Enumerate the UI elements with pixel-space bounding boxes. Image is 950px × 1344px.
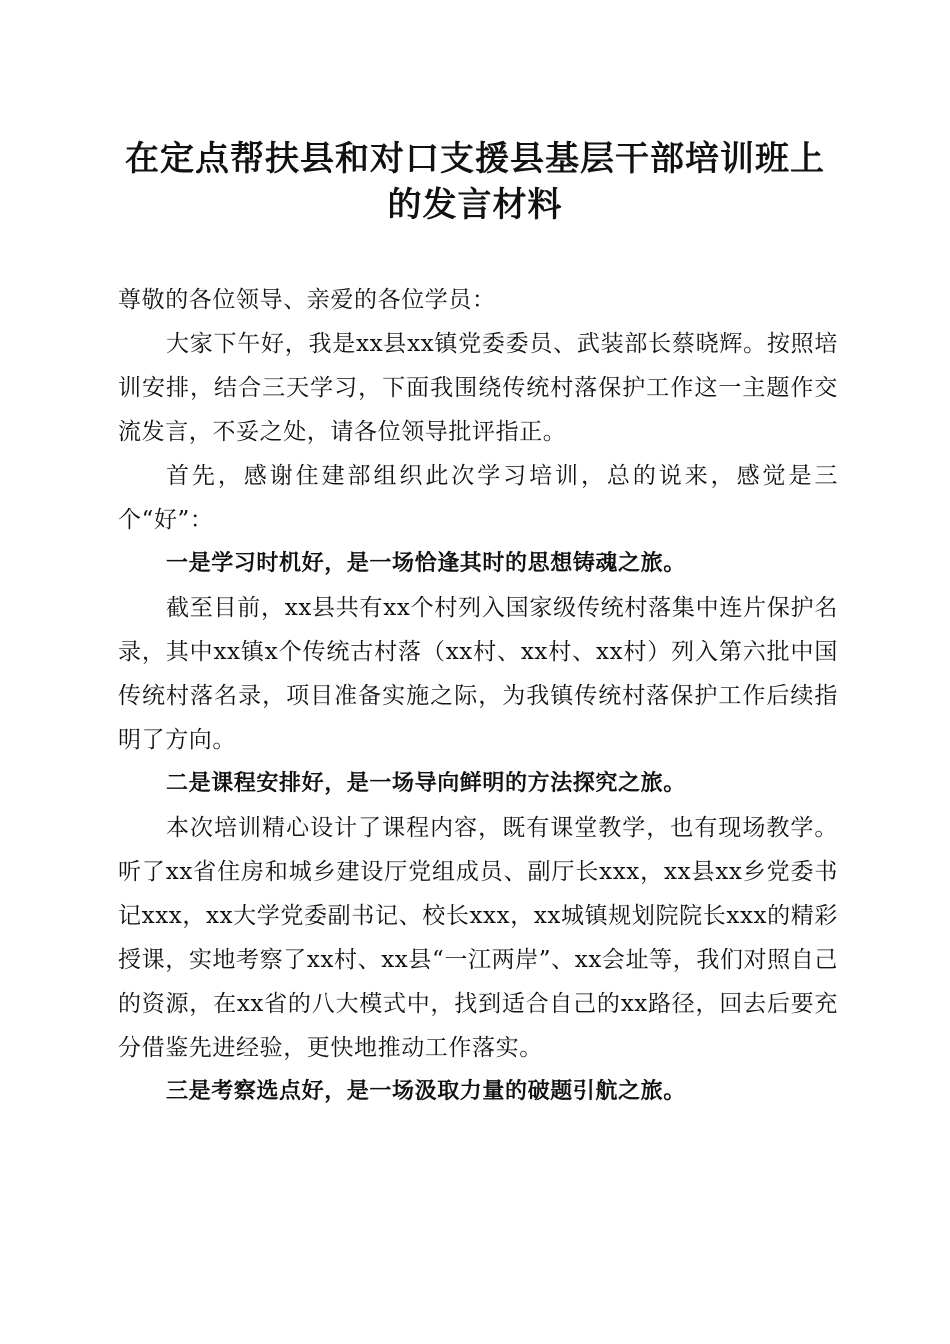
title-line-2: 的发言材料 xyxy=(387,185,563,225)
paragraph-greeting: 大家下午好，我是xx县xx镇党委委员、武装部长蔡晓辉。按照培训安排，结合三天学习，下面我围绕传统村落保护工作这一主题作交流发言，不妥之处，请各位领导批评指正。 xyxy=(118,331,838,445)
paragraph-point-1: 截至目前，xx县共有xx个村列入国家级传统村落集中连片保护名录，其中xx镇x个传统古村落（xx村、xx村、xx村）列入第六批中国传统村落名录，项目准备实施之际，为我镇传统村落保护工作后续指明了方向。 xyxy=(118,595,838,753)
title-line-1: 在定点帮扶县和对口支援县基层干部培训班上 xyxy=(125,139,825,179)
heading-point-2: 二是课程安排好，是一场导向鲜明的方法探究之旅。 xyxy=(166,771,686,796)
document-title xyxy=(110,136,840,228)
heading-point-3: 三是考察选点好，是一场汲取力量的破题引航之旅。 xyxy=(166,1079,686,1104)
heading-point-1: 一是学习时机好，是一场恰逢其时的思想铸魂之旅。 xyxy=(166,551,686,576)
paragraph-point-2: 本次培训精心设计了课程内容，既有课堂教学，也有现场教学。听了xx省住房和城乡建设厅党组成员、副厅长xxx，xx县xx乡党委书记xxx，xx大学党委副书记、校长xxx，xx城镇规划院院长xxx的精彩授课，实地考察了xx村、xx县“一江两岸”、xx会址等，我们对照自己的资源，在xx省的八大模式中，找到适合自己的xx路径，回去后要充分借鉴先进经验，更快地推动工作落实。 xyxy=(118,815,838,1061)
document-body xyxy=(118,278,838,1114)
paragraph-thanks: 首先，感谢住建部组织此次学习培训，总的说来，感觉是三个“好”： xyxy=(118,463,838,533)
salutation: 尊敬的各位领导、亲爱的各位学员： xyxy=(118,287,496,313)
